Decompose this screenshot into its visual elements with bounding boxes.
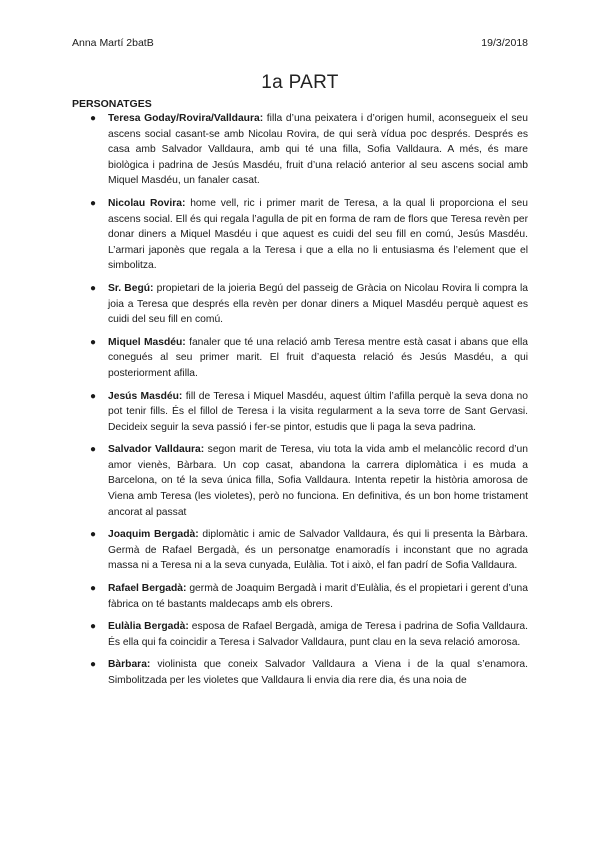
bullet-icon: ● [90, 282, 97, 294]
section-heading: PERSONATGES [72, 98, 152, 110]
page-title: 1a PART [261, 72, 339, 93]
character-description: segon marit de Teresa, viu tota la vida amb el melancòlic record d’un amor vienès, Bàrbara. Un cop casat, abandona la carrera diplomàtica i es muda a Barcelona, on té la seva única filla, Sofia Valldaura. Intenta repetir la història amorosa de Viena amb Teresa (les violetes), però no funciona. En definitiva, és un bon home tristament ancorat al passat [108, 444, 528, 518]
date-line: 19/3/2018 [481, 37, 528, 49]
bullet-icon: ● [90, 390, 97, 402]
character-description: esposa de Rafael Bergadà, amiga de Teresa i padrina de Sofia Valldaura. És ella qui fa coincidir a Teresa i Salvador Valldaura, punt clau en la seva relació amorosa. [108, 621, 529, 648]
character-name: Eulàlia Bergadà: [108, 621, 189, 633]
character-name: Salvador Valldaura: [108, 444, 205, 456]
character-description: filla d’una peixatera i d’origen humil, aconsegueix el seu ascens social casant-se amb Nicolau Rovira, de qui serà vídua poc després. Després es casa amb Salvador Valldaura, amb qui té una filla, Sofia Valldaura. A més, és mare biològica i padrina de Jesús Masdéu, fruit d’una relació anterior al seu ascens social amb Miquel Masdéu, un fanaler casat. [108, 113, 529, 187]
character-item [72, 389, 528, 436]
character-description: home vell, ric i primer marit de Teresa, a la qual li proporciona el seu ascens social. Ell és qui regala l’agulla de pit en forma de ram de flors que Teresa revèn per donar diners a Miquel Masdéu i que aquest es cuidi del seu fill en comú, Jesús Masdéu. L’armari japonès que regala a la Teresa i que a ella no li entusiasma és l’element que el simbolitza. [108, 197, 528, 272]
bullet-icon: ● [90, 113, 97, 124]
character-description: propietari de la joieria Begú del passeig de Gràcia on Nicolau Rovira li compra la joia a Teresa que després ella revèn per donar diners a Miquel Masdéu perquè aquest es cuidi del seu fill en comú. [108, 282, 528, 326]
character-name: Bàrbara: [108, 659, 151, 671]
bullet-icon: ● [90, 583, 97, 595]
bullet-icon: ● [90, 336, 97, 348]
character-name: Miquel Masdéu: [108, 336, 186, 348]
character-name: Rafael Bergadà: [108, 583, 187, 595]
character-description: violinista que coneix Salvador Valldaura a Viena i de la qual s’enamora. Simbolitzada per les violetes que Valldaura li envia dia rere dia, és una noia de [108, 659, 528, 686]
author-line: Anna Martí 2batB [72, 37, 154, 49]
character-item [72, 111, 528, 189]
character-name: Sr. Begú: [108, 282, 154, 294]
character-description: fanaler que té una relació amb Teresa mentre està casat i abans que ella conegués al seu primer marit. El fruit d’aquesta relació és Jesús Masdéu, a qui posteriorment afilla. [108, 336, 528, 379]
bullet-icon: ● [90, 197, 97, 209]
character-item [72, 442, 528, 520]
character-item [72, 527, 528, 574]
character-name: Nicolau Rovira: [108, 197, 186, 209]
character-item [72, 581, 528, 612]
bullet-icon: ● [90, 444, 97, 456]
character-item [72, 335, 528, 382]
bullet-icon: ● [90, 621, 97, 633]
character-name: Jesús Masdéu: [108, 390, 183, 402]
page-header [72, 37, 528, 51]
character-item [72, 196, 528, 274]
character-name: Joaquim Bergadà: [108, 529, 199, 541]
character-item [72, 619, 528, 650]
character-name: Teresa Goday/Rovira/Valldaura: [108, 113, 264, 124]
bullet-icon: ● [90, 529, 97, 541]
bullet-icon: ● [90, 659, 97, 671]
character-item [72, 281, 528, 328]
character-item [72, 657, 528, 688]
character-description: diplomàtic i amic de Salvador Valldaura, és qui li presenta la Bàrbara. Germà de Rafael Bergadà, és un personatge enamoradís i inconstant que no agrada massa ni a Teresa ni a la seva cunyada, Eulàlia. Tot i això, el fan padrí de Sofia Valldaura. [108, 529, 528, 572]
character-description: fill de Teresa i Miquel Masdéu, aquest últim l’afilla perquè la seva dona no pot tenir fills. És el fillol de Teresa i la visita regularment a la seva torre de Sant Gervasi. Decideix seguir la seva passió i fer-se pintor, estudis que li paga la seva padrina. [108, 390, 528, 433]
character-description: germà de Joaquim Bergadà i marit d’Eulàlia, és el propietari i gerent d’una fàbrica on té bastants maldecaps amb els obrers. [108, 583, 528, 610]
character-list [72, 111, 528, 696]
